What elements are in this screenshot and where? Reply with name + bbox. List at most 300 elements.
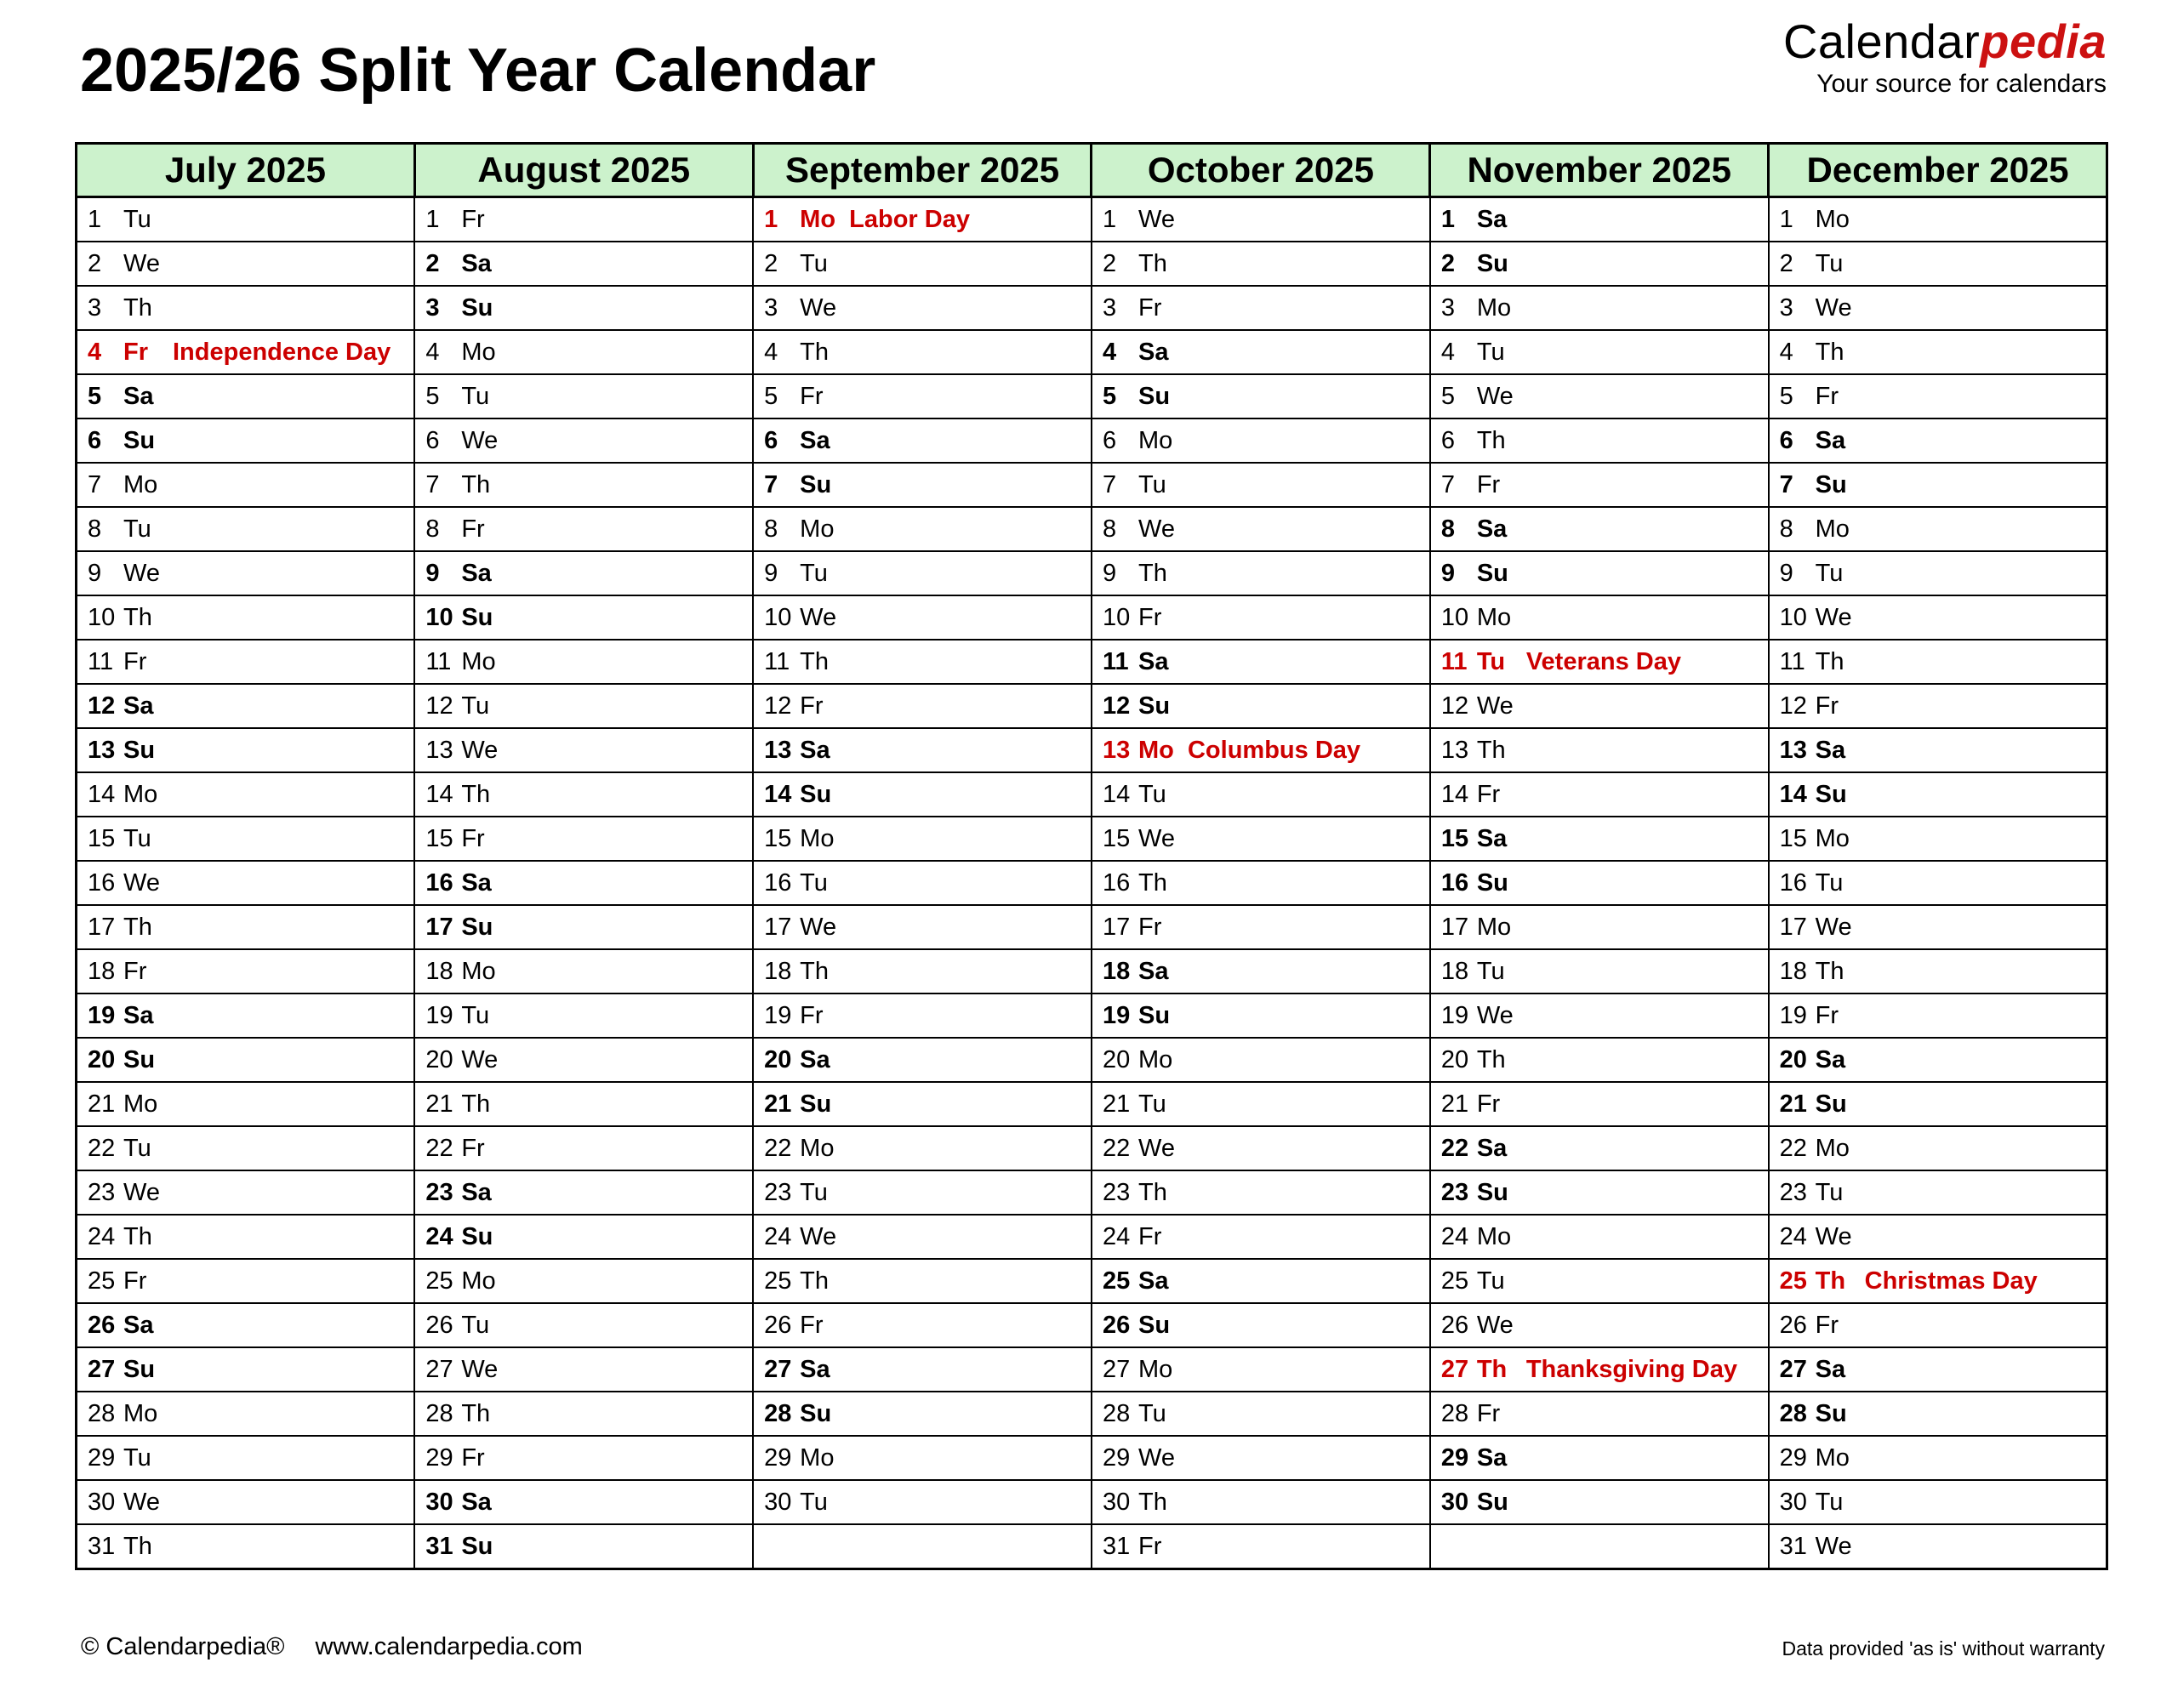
day-weekday: Sa <box>800 736 830 764</box>
day-cell <box>753 1436 1092 1480</box>
footer-copyright <box>81 1633 583 1661</box>
day-number: 14 <box>425 780 453 808</box>
day-weekday: Mo <box>123 470 158 498</box>
day-number: 21 <box>425 1090 453 1118</box>
day-weekday: Su <box>800 780 832 808</box>
day-cell <box>1769 507 2107 551</box>
day-number: 31 <box>425 1532 453 1560</box>
day-weekday: Mo <box>123 1090 158 1118</box>
day-weekday: Th <box>123 1222 152 1250</box>
day-weekday: Mo <box>461 957 496 985</box>
day-number: 4 <box>764 338 778 366</box>
day-number: 11 <box>1779 647 1805 675</box>
calendar-row <box>77 374 2107 418</box>
day-weekday: Fr <box>461 515 485 543</box>
day-number: 19 <box>1779 1001 1807 1029</box>
day-cell <box>1769 1524 2107 1569</box>
day-weekday: Th <box>123 913 152 941</box>
day-number: 2 <box>88 249 102 277</box>
day-cell <box>1769 1303 2107 1347</box>
day-cell <box>414 1038 753 1082</box>
day-cell <box>1769 330 2107 374</box>
day-cell <box>1430 684 1769 728</box>
day-cell <box>414 949 753 993</box>
day-cell <box>414 728 753 772</box>
day-number: 2 <box>1779 249 1793 277</box>
day-number: 17 <box>1440 913 1469 941</box>
day-weekday: Sa <box>1476 515 1508 543</box>
day-number: 19 <box>764 1001 792 1029</box>
day-cell <box>1430 1303 1769 1347</box>
calendar-row <box>77 817 2107 861</box>
day-weekday: Tu <box>1476 1267 1505 1295</box>
day-cell <box>77 197 415 242</box>
day-weekday: Tu <box>1815 249 1844 277</box>
day-number: 26 <box>1779 1311 1807 1339</box>
day-number: 28 <box>1440 1399 1469 1427</box>
day-weekday: Tu <box>1476 957 1505 985</box>
day-weekday: Sa <box>1137 647 1169 675</box>
day-weekday: Fr <box>800 382 824 410</box>
day-cell <box>1430 1215 1769 1259</box>
day-weekday: Sa <box>123 692 154 720</box>
day-cell <box>414 1480 753 1524</box>
day-number: 12 <box>88 692 116 720</box>
day-cell <box>1430 418 1769 463</box>
day-number: 22 <box>88 1134 116 1162</box>
logo-tagline: Your source for calendars <box>1816 69 2107 98</box>
day-weekday: Tu <box>1476 647 1506 675</box>
day-number: 19 <box>425 1001 453 1029</box>
day-cell <box>1430 551 1769 595</box>
day-cell <box>77 418 415 463</box>
day-cell <box>1769 905 2107 949</box>
day-cell <box>77 772 415 817</box>
day-number: 22 <box>764 1134 792 1162</box>
day-weekday: Tu <box>1815 1488 1844 1516</box>
day-number: 6 <box>1102 426 1117 454</box>
day-cell <box>1092 1126 1430 1170</box>
day-cell <box>414 242 753 286</box>
day-cell <box>77 949 415 993</box>
day-weekday: We <box>123 249 160 277</box>
calendar-row <box>77 286 2107 330</box>
day-cell <box>1430 197 1769 242</box>
day-cell <box>1769 418 2107 463</box>
day-number: 30 <box>764 1488 792 1516</box>
day-weekday: We <box>1476 692 1514 720</box>
day-weekday: Mo <box>800 824 835 852</box>
day-number: 6 <box>88 426 102 454</box>
day-cell <box>414 640 753 684</box>
day-weekday: Sa <box>1815 1355 1846 1383</box>
day-weekday: Th <box>461 1090 491 1118</box>
day-weekday: We <box>1815 293 1852 322</box>
day-cell <box>753 993 1092 1038</box>
day-number: 26 <box>1440 1311 1469 1339</box>
day-weekday: Tu <box>800 1178 828 1206</box>
day-weekday: Sa <box>1815 426 1846 454</box>
day-cell <box>1769 684 2107 728</box>
day-weekday: Mo <box>1476 1222 1512 1250</box>
day-number: 17 <box>425 913 453 941</box>
day-cell <box>77 595 415 640</box>
day-number: 22 <box>425 1134 453 1162</box>
day-weekday: Fr <box>461 1443 485 1472</box>
calendar-row <box>77 330 2107 374</box>
day-cell <box>414 1436 753 1480</box>
day-number: 25 <box>764 1267 792 1295</box>
day-weekday: Mo <box>800 1443 835 1472</box>
day-cell <box>1092 374 1430 418</box>
day-weekday: Tu <box>123 205 151 233</box>
day-weekday: Mo <box>800 205 836 233</box>
day-cell <box>1092 1524 1430 1569</box>
day-weekday: Fr <box>800 692 824 720</box>
day-cell <box>414 1170 753 1215</box>
day-weekday: Mo <box>1815 824 1850 852</box>
day-cell <box>1092 1082 1430 1126</box>
day-weekday: We <box>1137 1443 1175 1472</box>
day-weekday: Sa <box>123 1311 154 1339</box>
day-number: 23 <box>1440 1178 1469 1206</box>
day-cell <box>1430 286 1769 330</box>
day-cell <box>1769 993 2107 1038</box>
day-cell <box>77 640 415 684</box>
day-cell <box>414 905 753 949</box>
day-number: 13 <box>1102 736 1131 764</box>
day-cell <box>414 772 753 817</box>
day-number: 14 <box>1440 780 1469 808</box>
day-weekday: Tu <box>461 692 490 720</box>
day-cell <box>1769 197 2107 242</box>
day-number: 17 <box>1102 913 1131 941</box>
day-cell <box>414 463 753 507</box>
day-number: 31 <box>88 1532 116 1560</box>
day-cell <box>414 817 753 861</box>
day-number: 26 <box>425 1311 453 1339</box>
day-number: 4 <box>425 338 440 366</box>
day-weekday: Mo <box>1137 736 1174 764</box>
day-weekday: We <box>461 736 499 764</box>
calendar-row <box>77 1436 2107 1480</box>
day-weekday: Fr <box>461 824 485 852</box>
day-cell <box>753 905 1092 949</box>
day-weekday: Tu <box>1815 559 1844 587</box>
calendar-row <box>77 1082 2107 1126</box>
day-weekday: Su <box>123 1355 156 1383</box>
day-number: 29 <box>764 1443 792 1472</box>
day-weekday: Sa <box>461 868 492 897</box>
day-weekday: Tu <box>461 382 490 410</box>
calendar-row <box>77 728 2107 772</box>
day-weekday: We <box>123 868 160 897</box>
calendarpedia-logo <box>1782 14 2107 98</box>
day-cell <box>753 197 1092 242</box>
day-weekday: Fr <box>1815 1311 1839 1339</box>
day-number: 15 <box>1102 824 1131 852</box>
day-cell <box>1092 949 1430 993</box>
day-cell <box>1092 1480 1430 1524</box>
day-weekday: Su <box>800 470 832 498</box>
day-number: 29 <box>1440 1443 1469 1472</box>
day-weekday: Th <box>800 338 829 366</box>
day-cell <box>1430 330 1769 374</box>
day-number: 10 <box>1779 603 1807 631</box>
day-weekday: Mo <box>800 1134 835 1162</box>
calendar-row <box>77 861 2107 905</box>
day-weekday: We <box>461 426 499 454</box>
day-number: 20 <box>1440 1045 1469 1073</box>
copyright-text: © Calendarpedia® <box>81 1633 285 1660</box>
day-cell <box>1769 463 2107 507</box>
calendar-row <box>77 1170 2107 1215</box>
day-number: 5 <box>88 382 102 410</box>
day-number: 27 <box>88 1355 116 1383</box>
day-cell <box>1769 1170 2107 1215</box>
day-weekday: Su <box>1137 382 1171 410</box>
day-number: 1 <box>425 205 440 233</box>
day-cell <box>753 1038 1092 1082</box>
day-cell <box>414 684 753 728</box>
day-number: 27 <box>425 1355 453 1383</box>
holiday-name: Christmas Day <box>1864 1267 2038 1295</box>
day-weekday: Su <box>1476 1488 1508 1516</box>
day-number: 28 <box>1102 1399 1131 1427</box>
day-number: 9 <box>1779 559 1793 587</box>
day-cell <box>1092 1259 1430 1303</box>
day-cell <box>1092 463 1430 507</box>
day-cell <box>77 993 415 1038</box>
day-cell <box>414 1524 753 1569</box>
day-weekday: Su <box>1815 1399 1847 1427</box>
day-number: 25 <box>1440 1267 1469 1295</box>
day-weekday: Mo <box>1476 603 1512 631</box>
day-cell <box>1092 1303 1430 1347</box>
day-weekday: Th <box>800 957 829 985</box>
day-weekday: Fr <box>123 647 147 675</box>
day-weekday: Fr <box>1476 1090 1501 1118</box>
day-cell <box>1430 728 1769 772</box>
day-number: 17 <box>1779 913 1807 941</box>
day-number: 31 <box>1102 1532 1131 1560</box>
day-cell <box>77 1038 415 1082</box>
day-weekday: Tu <box>461 1001 490 1029</box>
day-cell <box>1092 993 1430 1038</box>
day-cell <box>77 1170 415 1215</box>
day-cell <box>1092 861 1430 905</box>
day-cell <box>414 330 753 374</box>
day-cell <box>414 1126 753 1170</box>
day-number: 14 <box>1779 780 1807 808</box>
day-number: 5 <box>425 382 440 410</box>
day-weekday: Tu <box>1137 1399 1166 1427</box>
day-cell <box>77 1392 415 1436</box>
day-cell <box>753 242 1092 286</box>
day-weekday: Tu <box>800 1488 828 1516</box>
day-cell <box>1430 1480 1769 1524</box>
day-number: 10 <box>1440 603 1469 631</box>
day-cell <box>753 330 1092 374</box>
day-cell <box>77 463 415 507</box>
day-weekday: Tu <box>1137 780 1166 808</box>
day-number: 1 <box>1102 205 1117 233</box>
day-cell <box>77 1436 415 1480</box>
day-number: 15 <box>1779 824 1807 852</box>
calendar-row <box>77 1038 2107 1082</box>
day-number: 24 <box>88 1222 116 1250</box>
calendar-row <box>77 1392 2107 1436</box>
day-number: 30 <box>1102 1488 1131 1516</box>
day-weekday: Su <box>800 1399 832 1427</box>
day-number: 8 <box>1440 515 1455 543</box>
day-weekday: Fr <box>800 1001 824 1029</box>
calendar-row <box>77 949 2107 993</box>
day-weekday: Su <box>461 603 493 631</box>
day-weekday: Fr <box>123 957 147 985</box>
day-cell <box>753 861 1092 905</box>
day-cell <box>1092 772 1430 817</box>
day-cell <box>753 728 1092 772</box>
day-cell <box>414 1392 753 1436</box>
day-cell <box>1430 1392 1769 1436</box>
day-cell <box>1092 640 1430 684</box>
day-cell <box>1769 551 2107 595</box>
calendar-row <box>77 1126 2107 1170</box>
day-weekday: Sa <box>1815 736 1846 764</box>
day-weekday: We <box>461 1045 499 1073</box>
day-number: 7 <box>1440 470 1455 498</box>
day-number: 3 <box>425 293 440 322</box>
calendar-row <box>77 640 2107 684</box>
day-cell <box>753 463 1092 507</box>
day-weekday: Th <box>123 603 152 631</box>
day-cell <box>1092 1436 1430 1480</box>
day-weekday: Fr <box>1137 1532 1162 1560</box>
day-cell <box>1430 993 1769 1038</box>
logo-text-calendar: Calendar <box>1782 14 1981 68</box>
day-number: 28 <box>425 1399 453 1427</box>
day-cell <box>1769 1259 2107 1303</box>
day-cell <box>1430 640 1769 684</box>
footer-url: www.calendarpedia.com <box>315 1633 583 1660</box>
day-weekday: We <box>1815 603 1852 631</box>
day-weekday: Mo <box>800 515 835 543</box>
day-cell <box>1769 1038 2107 1082</box>
day-cell <box>1430 242 1769 286</box>
day-weekday: Fr <box>1476 1399 1501 1427</box>
day-number: 15 <box>88 824 116 852</box>
day-number: 1 <box>1440 205 1455 233</box>
day-weekday: Tu <box>800 868 828 897</box>
day-weekday: Tu <box>1137 1090 1166 1118</box>
month-header: July 2025 <box>77 144 415 197</box>
day-number: 19 <box>1102 1001 1131 1029</box>
day-cell <box>1092 1170 1430 1215</box>
day-weekday: Sa <box>1476 205 1508 233</box>
day-number: 22 <box>1779 1134 1807 1162</box>
day-weekday: Su <box>123 1045 156 1073</box>
day-weekday: Mo <box>1137 1355 1173 1383</box>
day-number: 29 <box>425 1443 453 1472</box>
calendar-row <box>77 507 2107 551</box>
day-cell <box>753 551 1092 595</box>
day-number: 16 <box>764 868 792 897</box>
day-number: 30 <box>88 1488 116 1516</box>
calendar-row <box>77 197 2107 242</box>
day-number: 3 <box>1779 293 1793 322</box>
day-cell <box>1430 1347 1769 1392</box>
day-weekday: We <box>1815 1222 1852 1250</box>
day-weekday: We <box>461 1355 499 1383</box>
page-title: 2025/26 Split Year Calendar <box>80 37 876 105</box>
day-cell <box>753 286 1092 330</box>
day-number: 30 <box>1779 1488 1807 1516</box>
day-number: 9 <box>1440 559 1455 587</box>
day-cell <box>1769 1480 2107 1524</box>
day-cell <box>77 728 415 772</box>
day-weekday: Mo <box>123 780 158 808</box>
calendar-row <box>77 684 2107 728</box>
day-weekday: Tu <box>123 1134 151 1162</box>
day-weekday: Th <box>1815 1267 1846 1295</box>
day-cell <box>753 1215 1092 1259</box>
day-weekday: Th <box>1137 249 1167 277</box>
day-weekday: Fr <box>123 1267 147 1295</box>
day-number: 8 <box>425 515 440 543</box>
day-number: 10 <box>88 603 116 631</box>
day-number: 29 <box>1779 1443 1807 1472</box>
day-number: 19 <box>88 1001 116 1029</box>
day-cell <box>753 640 1092 684</box>
day-weekday: We <box>1815 913 1852 941</box>
day-cell <box>77 861 415 905</box>
day-number: 4 <box>1440 338 1455 366</box>
day-number: 25 <box>1779 1267 1807 1295</box>
day-number: 18 <box>88 957 116 985</box>
day-number: 17 <box>764 913 792 941</box>
day-number: 27 <box>1102 1355 1131 1383</box>
day-number: 13 <box>88 736 116 764</box>
day-cell <box>77 684 415 728</box>
day-cell <box>1769 640 2107 684</box>
day-cell <box>414 286 753 330</box>
day-number: 2 <box>1102 249 1117 277</box>
day-weekday: Mo <box>123 1399 158 1427</box>
day-weekday: Th <box>1137 559 1167 587</box>
day-cell <box>1092 684 1430 728</box>
day-cell <box>1092 1347 1430 1392</box>
day-number: 22 <box>1440 1134 1469 1162</box>
day-cell <box>1092 1215 1430 1259</box>
day-cell <box>753 595 1092 640</box>
day-number: 31 <box>1779 1532 1807 1560</box>
day-number: 18 <box>764 957 792 985</box>
day-number: 4 <box>1779 338 1793 366</box>
day-weekday: Fr <box>1476 780 1501 808</box>
day-number: 24 <box>1102 1222 1131 1250</box>
day-number: 22 <box>1102 1134 1131 1162</box>
day-weekday: We <box>1476 382 1514 410</box>
day-weekday: Mo <box>1815 1443 1850 1472</box>
day-cell <box>1769 1126 2107 1170</box>
day-cell <box>753 1303 1092 1347</box>
logo-text-pedia: pedia <box>1980 14 2107 68</box>
day-cell <box>753 772 1092 817</box>
day-cell <box>1769 817 2107 861</box>
day-weekday: We <box>123 1178 160 1206</box>
day-cell <box>1430 905 1769 949</box>
